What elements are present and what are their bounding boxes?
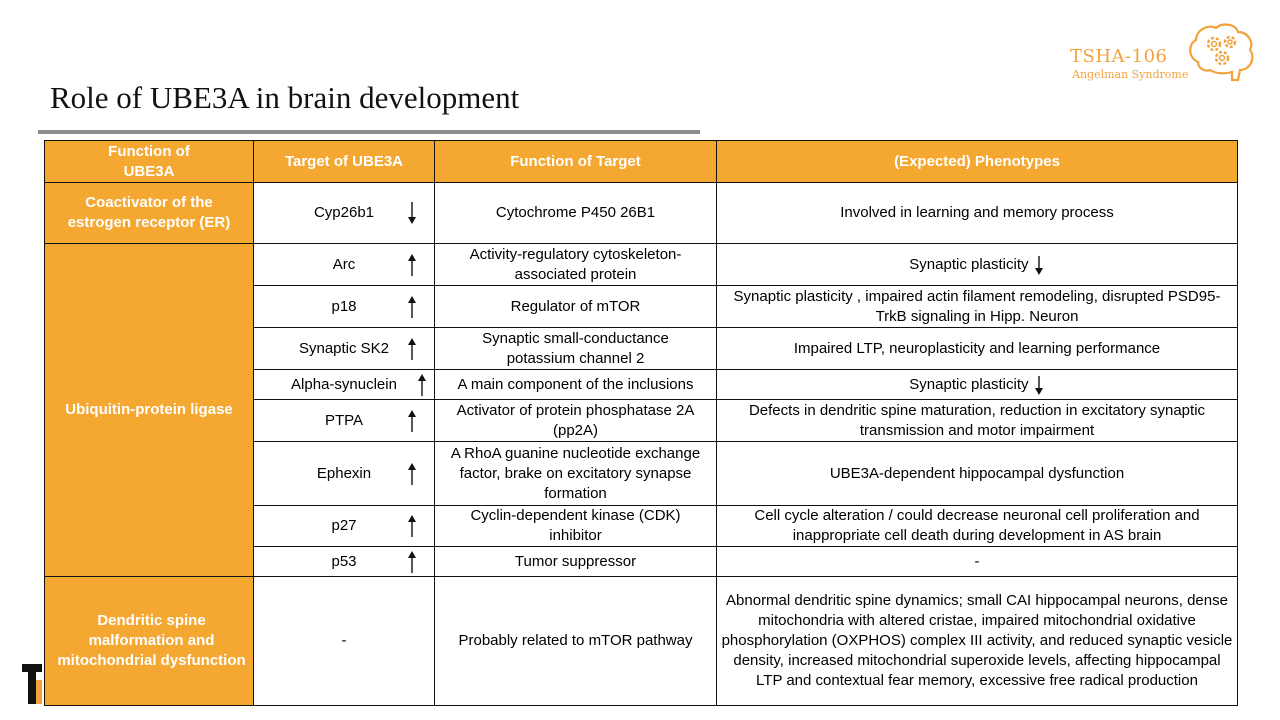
header-target-of-ube3a: Target of UBE3A [254,141,435,183]
target-cell: Cyp26b1 [254,183,435,244]
up-arrow-icon [406,252,418,278]
function-of-target-cell: Regulator of mTOR [435,286,717,328]
function-cell: Dendritic spine malformation and mitochondrial dysfunction [45,577,254,706]
target-cell: Ephexin [254,442,435,506]
table-row [45,577,1238,706]
phenotype-cell: Defects in dendritic spine maturation, reduction in excitatory synaptic transmission and motor impairment [717,400,1238,442]
up-arrow-icon [416,372,428,398]
function-of-target-cell: Tumor suppressor [435,547,717,577]
function-of-target-cell: A main component of the inclusions [435,370,717,400]
phenotype-cell: Synaptic plasticity [717,370,1238,400]
table-row [45,183,1238,244]
phenotype-cell: Synaptic plasticity , impaired actin filament remodeling, disrupted PSD95-TrkB signaling in Hipp. Neuron [717,286,1238,328]
function-cell: Coactivator of the estrogen receptor (ER) [45,183,254,244]
function-of-target-cell: Activity-regulatory cytoskeleton-associated protein [435,244,717,286]
phenotype-cell: Synaptic plasticity [717,244,1238,286]
header-function-of-ube3a: Function of UBE3A [45,141,254,183]
title-divider [38,130,700,134]
function-of-target-cell: Cyclin-dependent kinase (CDK) inhibitor [435,506,717,547]
down-arrow-icon [1033,374,1045,396]
phenotype-cell: - [717,547,1238,577]
function-of-target-cell: Cytochrome P450 26B1 [435,183,717,244]
table-row [45,244,1238,286]
brand-logo [1068,22,1268,90]
up-arrow-icon [406,408,418,434]
phenotype-cell: Impaired LTP, neuroplasticity and learning performance [717,328,1238,370]
header-function-of-target: Function of Target [435,141,717,183]
header-expected-phenotypes: (Expected) Phenotypes [717,141,1238,183]
phenotype-cell: Involved in learning and memory process [717,183,1238,244]
up-arrow-icon [406,461,418,487]
logo-subtitle: Angelman Syndrome [1072,68,1189,81]
table-header-row [45,141,1238,183]
function-of-target-cell: Activator of protein phosphatase 2A (pp2A) [435,400,717,442]
up-arrow-icon [406,336,418,362]
target-cell: p27 [254,506,435,547]
down-arrow-icon [1033,254,1045,276]
page-title: Role of UBE3A in brain development [50,80,520,115]
function-of-target-cell: Synaptic small-conductance potassium channel 2 [435,328,717,370]
phenotype-cell: UBE3A-dependent hippocampal dysfunction [717,442,1238,506]
target-cell: Alpha-synuclein [254,370,435,400]
function-of-target-cell: Probably related to mTOR pathway [435,577,717,706]
ube3a-role-table [44,140,1238,706]
target-cell: p53 [254,547,435,577]
target-cell: PTPA [254,400,435,442]
phenotype-cell: Abnormal dendritic spine dynamics; small CAI hippocampal neurons, dense mitochondria with altered cristae, impaired mitochondrial oxidative phosphorylation (OXPHOS) complex III activity, and reduced synaptic vesicle density, increased mitochondrial superoxide levels, affecting hippocampal LTP and contextual fear memory, excessive free radical production [717,577,1238,706]
phenotype-cell: Cell cycle alteration / could decrease neuronal cell proliferation and inappropriate cell death during development in AS brain [717,506,1238,547]
function-cell: Ubiquitin-protein ligase [45,244,254,577]
corner-logo-mark [22,664,42,704]
up-arrow-icon [406,513,418,539]
brain-gears-icon [1186,22,1256,88]
target-cell: Arc [254,244,435,286]
up-arrow-icon [406,294,418,320]
target-cell: p18 [254,286,435,328]
logo-title: TSHA-106 [1070,46,1168,67]
function-of-target-cell: A RhoA guanine nucleotide exchange factor, brake on excitatory synapse formation [435,442,717,506]
down-arrow-icon [406,200,418,226]
up-arrow-icon [406,549,418,575]
target-cell: - [254,577,435,706]
target-cell: Synaptic SK2 [254,328,435,370]
